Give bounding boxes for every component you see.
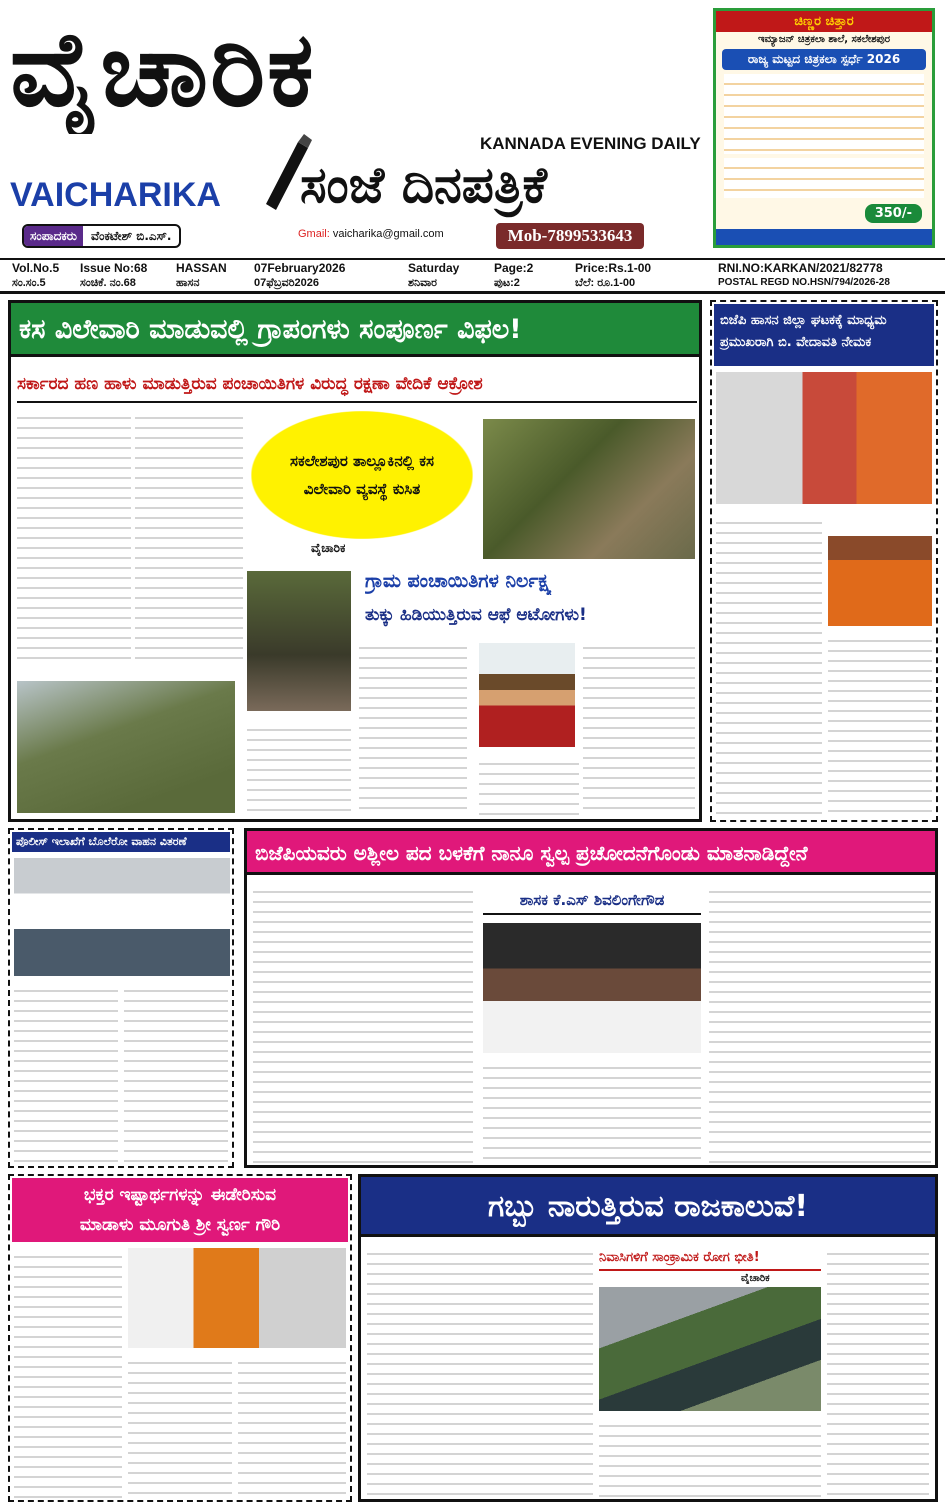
story-drain bbox=[358, 1174, 938, 1502]
column-text bbox=[14, 982, 118, 1162]
story-mla-statement bbox=[244, 828, 938, 1168]
column-text bbox=[124, 982, 228, 1162]
story-headline: ಬಿಜೆಪಿ ಹಾಸನ ಜಿಲ್ಲಾ ಘಟಕಕ್ಕೆ ಮಾಧ್ಯಮ ಪ್ರಮುಖರಾಗಿ ಬಿ. ವೇದಾವತಿ ನೇಮಕ bbox=[714, 304, 934, 366]
ad-price: 350/- bbox=[865, 204, 922, 223]
bolero-photo bbox=[14, 858, 230, 976]
column-text bbox=[253, 883, 473, 1163]
mobile-number: Mob-7899533643 bbox=[496, 223, 644, 249]
column-text bbox=[483, 1059, 701, 1163]
ad-table-2 bbox=[724, 158, 924, 198]
rni: RNI.NO:KARKAN/2021/82778 bbox=[718, 261, 883, 275]
vol: Vol.No.5 bbox=[12, 261, 60, 275]
email-address[interactable]: vaicharika@gmail.com bbox=[332, 228, 444, 240]
roadside-photo bbox=[17, 681, 235, 813]
story-headline: ಪೊಲೀಸ್ ಇಲಾಖೆಗೆ ಬೊಲೆರೋ ವಾಹನ ವಿತರಣೆ bbox=[12, 832, 230, 852]
story-headline: ಕಸ ವಿಲೇವಾರಿ ಮಾಡುವಲ್ಲಿ ಗ್ರಾಪಂಗಳು ಸಂಪೂರ್ಣ ವಿಫಲ! bbox=[11, 303, 699, 357]
vol-kn: ಸಂ.ಸಂ.5 bbox=[12, 277, 46, 289]
person-photo bbox=[479, 643, 575, 747]
drain-photo bbox=[599, 1287, 821, 1411]
column-text bbox=[17, 409, 131, 659]
masthead-title: ವೈಚಾರಿಕ bbox=[10, 7, 316, 130]
shivalingegowda-photo bbox=[483, 923, 701, 1053]
story-headline: ಬಿಜೆಪಿಯವರು ಅಶ್ಲೀಲ ಪದ ಬಳಕೆಗೆ ನಾನೂ ಸ್ವಲ್ಪ ಪ್ರಚೋದನೆಗೊಂಡು ಮಾತನಾಡಿದ್ದೇನೆ bbox=[247, 831, 935, 875]
column-text bbox=[135, 409, 243, 659]
postal: POSTAL REGD NO.HSN/794/2026-28 bbox=[718, 277, 890, 288]
city: HASSAN bbox=[176, 261, 227, 275]
column-text bbox=[479, 755, 579, 817]
email bbox=[298, 228, 444, 240]
advertisement[interactable] bbox=[713, 8, 935, 248]
ad-headline: ರಾಜ್ಯ ಮಟ್ಟದ ಚಿತ್ರಕಲಾ ಸ್ಪರ್ಧೆ 2026 bbox=[722, 49, 926, 70]
editor-badge bbox=[22, 224, 181, 248]
issue-kn: ಸಂಚಿಕೆ. ನಂ.68 bbox=[80, 277, 136, 289]
date: 07February2026 bbox=[254, 261, 346, 275]
paper-logo: ವೈಚಾರಿಕ bbox=[311, 541, 346, 555]
tree-photo bbox=[247, 571, 351, 711]
temple-photo bbox=[128, 1248, 346, 1348]
price: Price:Rs.1-00 bbox=[575, 261, 652, 275]
masthead-daily-kn: ಸಂಜೆ ದಿನಪತ್ರಿಕೆ bbox=[300, 155, 547, 214]
story-headline bbox=[12, 1178, 348, 1242]
ad-title: ಚಿಣ್ಣರ ಚಿತ್ತಾರ bbox=[716, 11, 932, 32]
bjp-group-photo bbox=[716, 372, 932, 504]
column-text bbox=[599, 1417, 821, 1499]
page: Page:2 bbox=[494, 261, 534, 275]
email-label: Gmail: bbox=[298, 228, 330, 240]
garbage-photo bbox=[483, 419, 695, 559]
story-subheadline: ನಿವಾಸಿಗಳಿಗೆ ಸಾಂಕ್ರಾಮಿಕ ರೋಗ ಭೀತಿ! bbox=[599, 1245, 821, 1271]
headline-line-2: ಮಾಡಾಳು ಮೂಗುತಿ ಶ್ರೀ ಸ್ವರ್ಣ ಗೌರಿ bbox=[79, 1215, 281, 1235]
editor-label: ಸಂಪಾದಕರು bbox=[24, 226, 83, 246]
column-text bbox=[128, 1354, 232, 1500]
story-subheadline-2: ಗ್ರಾಮ ಪಂಚಾಯಿತಿಗಳ ನಿರ್ಲಕ್ಷ್ಯ bbox=[365, 570, 552, 592]
story-police-vehicle bbox=[8, 828, 234, 1168]
story-swarna-gowri bbox=[8, 1174, 352, 1502]
callout-badge: ಸಕಲೇಶಪುರ ತಾಲ್ಲೂಕಿನಲ್ಲಿ ಕಸ ವಿಲೇವಾರಿ ವ್ಯವಸ್ಥೆ ಕುಸಿತ bbox=[251, 411, 473, 539]
city-kn: ಹಾಸನ bbox=[176, 277, 200, 289]
column-text bbox=[583, 639, 695, 817]
story-headline: ಗಬ್ಬು ನಾರುತ್ತಿರುವ ರಾಜಕಾಲುವೆ! bbox=[361, 1177, 935, 1237]
day: Saturday bbox=[408, 261, 460, 275]
story-subheadline: ಶಾಸಕ ಕೆ.ಎಸ್ ಶಿವಲಿಂಗೇಗೌಡ bbox=[483, 885, 701, 915]
page-kn: ಪುಟ:2 bbox=[494, 277, 520, 289]
column-text bbox=[709, 883, 931, 1163]
editor-name: ವೆಂಕಟೇಶ್ ಬಿ.ಎಸ್. bbox=[90, 228, 172, 243]
column-text bbox=[247, 721, 351, 817]
story-subheadline-3: ತುಕ್ಕು ಹಿಡಿಯುತ್ತಿರುವ ಆಫೆ ಆಟೋಗಳು! bbox=[365, 605, 587, 625]
column-text bbox=[14, 1248, 122, 1500]
day-kn: ಶನಿವಾರ bbox=[408, 277, 437, 289]
column-text bbox=[828, 632, 932, 814]
price-kn: ಬೆಲೆ: ರೂ.1-00 bbox=[575, 277, 636, 289]
column-text bbox=[827, 1245, 929, 1499]
ad-table bbox=[724, 74, 924, 154]
story-waste-disposal bbox=[8, 300, 702, 822]
story-subheadline: ಸರ್ಕಾರದ ಹಣ ಹಾಳು ಮಾಡುತ್ತಿರುವ ಪಂಚಾಯಿತಿಗಳ ವಿರುದ್ಧ ರಕ್ಷಣಾ ವೇದಿಕೆ ಆಕ್ರೋಶ bbox=[17, 365, 697, 403]
ad-subtitle: ಇಮ್ಯಾಜನ್ ಚಿತ್ರಕಲಾ ಶಾಲೆ, ಸಕಲೇಶಪುರ bbox=[757, 34, 890, 45]
date-kn: 07ಫೆಬ್ರವರಿ2026 bbox=[254, 277, 319, 289]
column-text bbox=[238, 1354, 346, 1500]
column-text bbox=[367, 1245, 593, 1499]
headline-line-1: ಭಕ್ತರ ಇಷ್ಟಾರ್ಥಗಳನ್ನು ಈಡೇರಿಸುವ bbox=[83, 1185, 277, 1205]
issue-info-bar bbox=[0, 258, 945, 294]
column-text bbox=[716, 514, 822, 814]
column-text bbox=[359, 639, 467, 817]
vedavathi-photo bbox=[828, 506, 932, 626]
masthead-daily-en: KANNADA EVENING DAILY bbox=[480, 134, 701, 153]
story-bjp-media bbox=[710, 300, 938, 822]
issue: Issue No:68 bbox=[80, 261, 148, 275]
ad-footer bbox=[716, 229, 932, 245]
masthead-title-en: VAICHARIKA bbox=[10, 176, 221, 214]
paper-logo: ವೈಚಾರಿಕ bbox=[741, 1273, 770, 1284]
